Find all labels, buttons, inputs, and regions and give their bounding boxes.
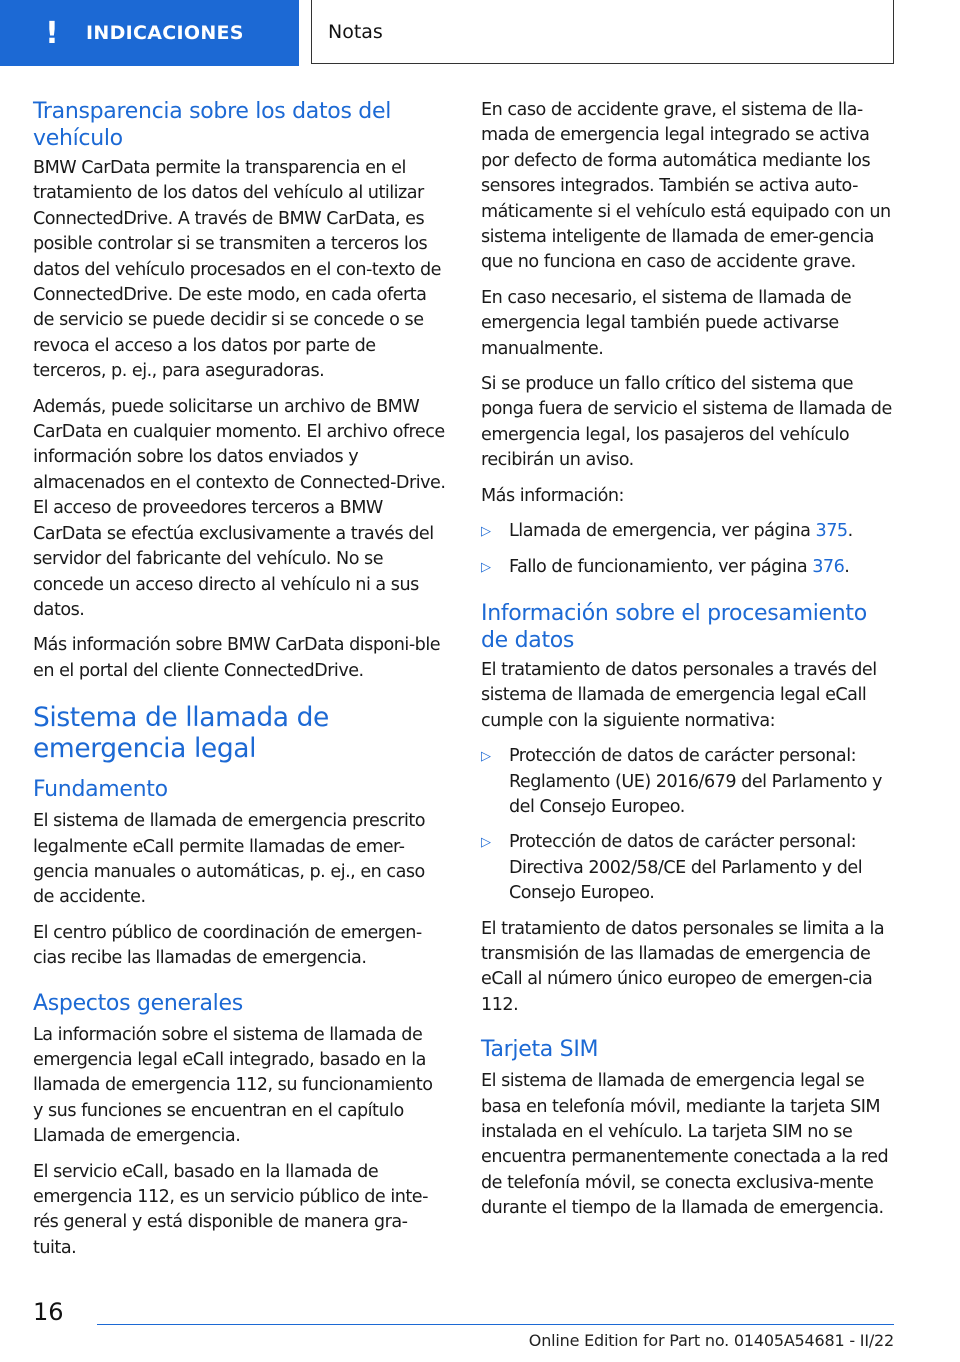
edition-footer: Online Edition for Part no. 01405A54681 - II/22 — [528, 1331, 894, 1350]
triangle-bullet-icon: ▷ — [481, 559, 491, 575]
notes-box — [311, 0, 894, 64]
left-column — [33, 98, 447, 1271]
page-link-376[interactable]: 376 — [812, 556, 845, 577]
footer-divider — [97, 1324, 894, 1325]
paragraph: El servicio eCall, basado en la llamada de emergencia 112, es un servicio público de inte-rés general y está disponible de manera gra-tuita. — [33, 1161, 428, 1258]
paragraph: El tratamiento de datos personales a través del sistema de llamada de emergencia legal eCall cumple con la siguiente normativa: — [481, 659, 877, 731]
list-item: ▷ Fallo de funcionamiento, ver página 376. — [481, 555, 895, 580]
triangle-bullet-icon: ▷ — [481, 524, 491, 540]
page-link-375[interactable]: 375 — [815, 521, 848, 542]
paragraph: La información sobre el sistema de llamada de emergencia legal eCall integrado, basado en la llamada de emergencia 112, su funcionamiento y sus funciones se encuentran en el capítulo Llamada de emergencia. — [33, 1024, 433, 1147]
heading-transparency: Transparencia sobre los datos del vehículo — [33, 99, 392, 151]
notes-title: Notas — [328, 20, 383, 43]
list-item: ▷ Protección de datos de carácter personal: Directiva 2002/58/CE del Parlamento y del Consejo Europeo. — [481, 832, 863, 904]
paragraph: Si se produce un fallo crítico del sistema que ponga fuera de servicio el sistema de llamada de emergencia legal, los pasajeros del vehículo recibirán un aviso. — [481, 374, 892, 471]
paragraph: BMW CarData permite la transparencia en el tratamiento de los datos del vehículo al utilizar ConnectedDrive. A través de BMW CarData, es posible controlar si se transmiten a terceros los datos del vehículo procesados en el con-texto de ConnectedDrive. De este modo, en cada oferta de servicio se puede decidir si se concede o se revoca el acceso a los datos por parte de terceros, p. ej., para aseguradoras. — [33, 158, 441, 382]
reference-list — [481, 519, 895, 580]
exclamation-icon: ! — [45, 15, 59, 51]
triangle-bullet-icon: ▷ — [481, 749, 491, 765]
heading-aspectos: Aspectos generales — [33, 990, 243, 1016]
heading-emergency-call: Sistema de llamada de emergencia legal — [33, 702, 329, 765]
paragraph: En caso de accidente grave, el sistema de lla-mada de emergencia legal integrado se activa por defecto de forma automática mediante los sensores integrados. También se activa auto-máticamente si el vehículo está equipado con un sistema inteligente de llamada de emer-gencia que no funciona en caso de accidente grave. — [481, 100, 891, 273]
list-item: ▷ Llamada de emergencia, ver página 375. — [481, 519, 895, 544]
page-header — [0, 0, 960, 66]
paragraph: Más información sobre BMW CarData disponi-ble en el portal del cliente ConnectedDrive. — [33, 635, 441, 681]
regulation-list — [481, 744, 895, 906]
paragraph: En caso necesario, el sistema de llamada de emergencia legal también puede activarse manualmente. — [481, 287, 852, 359]
paragraph: El centro público de coordinación de emergen-cias recibe las llamadas de emergencia. — [33, 922, 422, 969]
paragraph: Además, puede solicitarse un archivo de BMW CarData en cualquier momento. El archivo ofrece información sobre los datos enviados y almacenados en el contexto de Connected-Drive. El acceso de proveedores terceros a BMW CarData se efectúa exclusivamente a través del servidor del fabricante del vehículo. No se concede un acceso directo al vehículo ni a sus datos. — [33, 396, 446, 620]
triangle-bullet-icon: ▷ — [481, 835, 491, 851]
paragraph: El sistema de llamada de emergencia legal se basa en telefonía móvil, mediante la tarjeta SIM instalada en el vehículo. La tarjeta SIM no se encuentra permanentemente conectada a la red de telefonía móvil, se conecta exclusiva-mente durante el tiempo de la llamada de emergencia. — [481, 1071, 889, 1219]
heading-data-processing: Información sobre el procesamiento de datos — [481, 600, 867, 653]
section-title: INDICACIONES — [86, 22, 244, 44]
section-tab — [0, 0, 299, 66]
heading-sim-card: Tarjeta SIM — [481, 1037, 599, 1063]
list-item: ▷ Protección de datos de carácter personal: Reglamento (UE) 2016/679 del Parlamento y del Consejo Europeo. — [481, 746, 882, 817]
page-number: 16 — [33, 1298, 64, 1326]
right-column — [481, 98, 895, 1232]
paragraph: El tratamiento de datos personales se limita a la transmisión de las llamadas de emergencia de eCall al número único europeo de emergen-cia 112. — [481, 918, 885, 1015]
heading-fundamento: Fundamento — [33, 777, 168, 803]
paragraph: El sistema de llamada de emergencia prescrito legalmente eCall permite llamadas de emer-gencia manuales o automáticas, p. ej., en caso de accidente. — [33, 811, 425, 908]
paragraph: Más información: — [481, 485, 624, 506]
